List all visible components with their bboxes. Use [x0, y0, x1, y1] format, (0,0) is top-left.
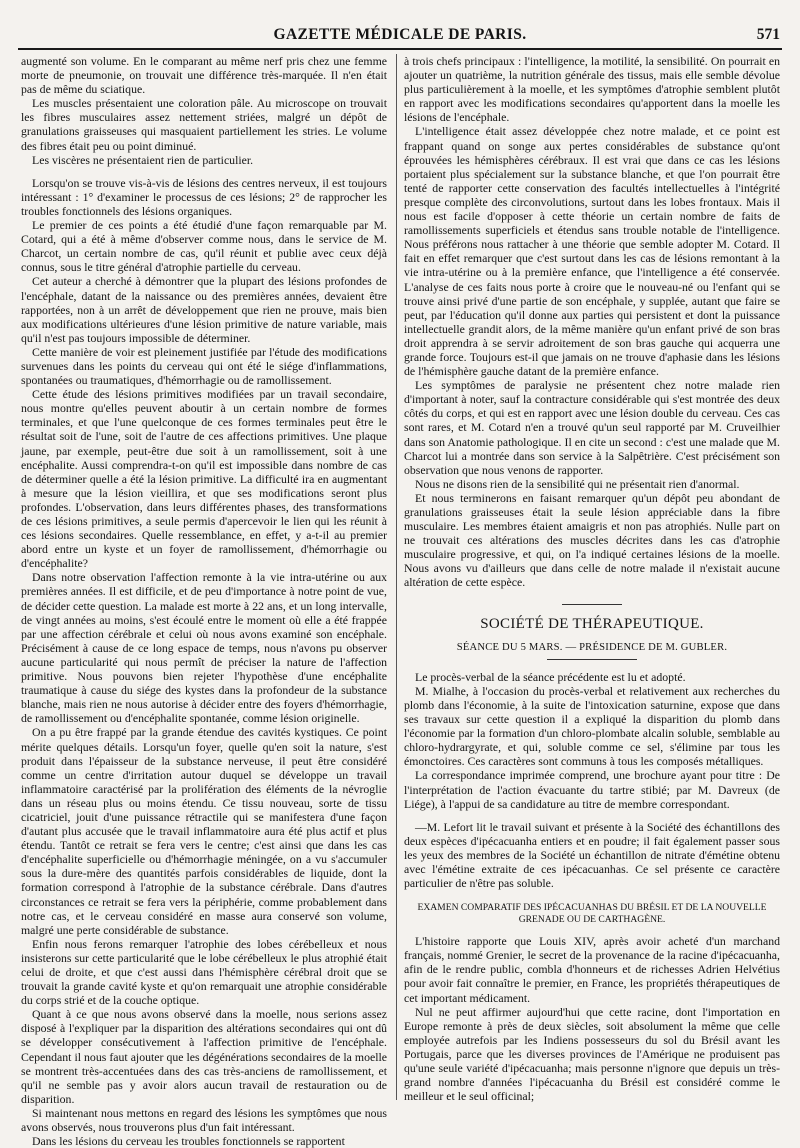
seance-heading: SÉANCE DU 5 MARS. — PRÉSIDENCE DE M. GUBLER.	[456, 641, 728, 653]
paragraph: augmenté son volume. En le comparant au même nerf pris chez une femme morte de pneumonie, on trouvait une différence très-marquée. Il n'en était pas de même du sciatique.	[21, 54, 387, 97]
paragraph: L'histoire rapporte que Louis XIV, après avoir acheté d'un marchand français, nommé Grenier, le secret de la provenance de la racine d'ipécacuanha, afin de le rendre public, combla d'honneurs et de richesses Adrien Helvétius pour avoir fait connaître le premier, en France, les propriétés thérapeutiques de cet important médicament.	[404, 934, 780, 1005]
paragraph: Les symptômes de paralysie ne présentent chez notre malade rien d'important à noter, sauf la contracture considérable qui s'est montrée des deux côtés du corps, et qui est en rapport avec une lésion double du cerveau. Ces cas sont rares, et M. Cotard n'en a trouvé qu'un seul rapporté par M. Cruveilhier dans son Anatomie pathologique. Il en cite un second : c'est une malade que M. Charcot lui a montrée dans son service à la Salpêtrière. C'est précisément son observation que nous venons de rapporter.	[404, 378, 780, 477]
paragraph: Dans les lésions du cerveau les troubles fonctionnels se rapportent	[32, 1134, 345, 1148]
column-divider	[396, 54, 397, 1100]
paragraph: Les muscles présentaient une coloration pâle. Au microscope on trouvait les fibres musculaires assez nettement striées, malgré un dépôt de granulations graisseuses qui masquaient partiellement les stries. Le volume des fibres était peu ou point diminué.	[21, 96, 387, 153]
article-heading: EXAMEN COMPARATIF DES IPÉCACUANHAS DU BRÉSIL ET DE LA NOUVELLE GRENADE OU DE CARTHAGÈNE.	[417, 902, 767, 926]
paragraph: L'intelligence était assez développée chez notre malade, et ce point est frappant quand on songe aux pertes considérables de substance qu'ont éprouvées les hémisphères cérébraux. Il est vrai que dans ce cas les lésions portaient plus spécialement sur la substance blanche, et que l'on pourrait être tenté de rapporter cette conservation des facultés intellectuelles à l'intégrité presque complète des circonvolutions, surtout dans les lobes frontaux. Mais il nous est facile d'opposer à cette théorie un certain nombre de faits de ramollissements superficiels et étendus sans trouble notable de l'intelligence. Nous préférons nous rattacher à une théorie que semble adopter M. Cotard. Il fait en effet remarquer que c'est surtout dans les cas de lésions remontant à la vie intra-utérine ou à la première enfance, que l'intelligence a été conservée. L'analyse de ces faits nous porte à croire que le nouveau-né ou l'enfant qui se trouve ainsi privé d'une partie de son encéphale, y supplée, autant que faire se peut, par l'éducation qu'il donne aux parties qui persistent et dont la puissance intellectuelle grandit alors, de la même manière qu'un enfant privé de son bras droit apprendra à se servir adroitement de son bras gauche qui acquerra une grande force. Toujours est-il que jamais on ne trouve d'aphasie dans les lésions de l'hémisphère gauche datant de la première enfance.	[404, 124, 780, 379]
page-header	[18, 22, 782, 50]
paragraph: Enfin nous ferons remarquer l'atrophie des lobes cérébelleux et nous insisterons sur cette particularité que le lobe cérébelleux le plus atrophié était celui de droite, et que c'est aussi dans l'hémisphère cérébral droit que se trouvait la grande cavité kyste et qu'on remarquait une atrophie considérable du corps strié et de la couche optique.	[21, 936, 387, 1008]
paragraph: Le procès-verbal de la séance précédente est lu et adopté.	[415, 669, 686, 684]
paragraph: —M. Lefort lit le travail suivant et présente à la Société des échantillons des deux espèces d'ipécacuanha entiers et en poudre; il fait également passer sous les yeux des membres de la Société un échantillon de nitrate d'émétine obtenu avec l'émétine extraite de ces ipécacuanhas. Ce sel présente ce caractère particulier de n'être pas soluble.	[404, 819, 780, 891]
paragraph: Cette manière de voir est pleinement justifiée par l'étude des modifications survenues dans les points du cerveau qui ont été le siége d'inflammations, spontanées ou traumatiques, d'hémorrhagie ou de ramollissement.	[21, 344, 387, 388]
paragraph: On a pu être frappé par la grande étendue des cavités kystiques. Ce point mérite quelques détails. Lorsqu'un foyer, quelle qu'en soit la nature, s'est produit dans l'épaisseur de la substance nerveuse, il peut être considéré comme un centre d'irritation autour duquel se développe un travail inflammatoire caractérisé par la prolifération des éléments de la névroglie dans un réseau plus ou moins étendu. Ce tissu nouveau, sorte de tissu cicatriciel, jouit d'une puissance rétractile qui se manifestera d'une façon d'autant plus accusée que le travail inflammatoire aura été plus actif et plus étendu. Tantôt ce retrait se fera vers le centre; c'est ainsi que dans les cas d'encéphalite superficielle ou d'hémorrhagie méningée, on a vu s'accumuler sous la dure-mère des quantités parfois considérables de liquide, dont la formation correspond à l'atrophie de la substance cérébrale. Dans d'autres circonstances ce retrait se fera vers la périphérie, comme probablement dans notre cas, et le cerveau considéré en masse aura conservé son volume, malgré une perte considérable de substance.	[21, 725, 387, 937]
section-divider	[562, 604, 622, 605]
right-column	[404, 54, 780, 1104]
paragraph: Et nous terminerons en faisant remarquer qu'un dépôt peu abondant de granulations graisseuses était la seule lésion appréciable dans la fibre musculaire. Les membres étaient amaigris et non pas atrophiés. Nulle part on ne trouvait ces altérations des muscles décrites dans les cas d'atrophie musculaire progressive, et qui, on l'a indiqué certaines lésions de la moelle. Nous avons vu d'ailleurs que dans celle de notre malade il n'existait aucune altération de cette espèce.	[404, 490, 780, 590]
paragraph: Lorsqu'on se trouve vis-à-vis de lésions des centres nerveux, il est toujours intéressant : 1° d'examiner le processus de ces lésions; 2° de rapprocher les troubles fonctionnels des lésions organiques.	[21, 175, 387, 218]
seance-divider	[547, 659, 637, 660]
paragraph: Le premier de ces points a été étudié d'une façon remarquable par M. Cotard, qui a été à même d'observer comme nous, dans le service de M. Charcot, un certain nombre de cas, qu'il réunit et publie avec ceux déjà connus, sous le titre général d'atrophie partielle du cerveau.	[21, 218, 387, 275]
left-column	[21, 54, 387, 1148]
paragraph: Quant à ce que nous avons observé dans la moelle, nous serions assez disposé à l'expliquer par la disparition des altérations secondaires qui ont dû se développer consécutivement à l'affection primitive de l'encéphale. Cependant il nous faut ajouter que les dégénérations secondaires de la moelle se montrent très-accentuées dans des cas très-anciens de ramollissement, et qu'il ne semble pas y avoir alors aucun travail de restauration ou de disparition.	[21, 1007, 387, 1106]
page-number: 571	[756, 26, 780, 43]
paragraph: Les viscères ne présentaient rien de particulier.	[32, 152, 254, 167]
paragraph: Cet auteur a cherché à démontrer que la plupart des lésions profondes de l'encéphale, datant de la naissance ou des premières années, devaient être rapportées, non à un arrêt de développement que rien ne prouve, mais bien aux modifications ultérieures d'une lésion primitive de nature variable, mais qu'il n'est pas toujours impossible de déterminer.	[21, 274, 387, 345]
paragraph: Dans notre observation l'affection remonte à la vie intra-utérine ou aux premières années. Il est difficile, et de peu d'importance à notre point de vue, de décider cette question. La malade est morte à 22 ans, et un long intervalle, de vingt années au moins, s'est écoulé entre le moment où elle a été frappée par une affection cérébrale et celui où nous avons examiné son encéphale. Précisément à cause de ce long espace de temps, nous n'avons pu observer aucune particularité qui nous permît de préciser la nature de l'affection primitive. Nous pouvons bien rejeter l'hypothèse d'une encéphalite traumatique à cause du siége des kystes dans la profondeur de la substance blanche, mais rien ne nous autorise à décider entre des foyers d'hémorrhagie, de ramollissement ou d'encéphalite spontanée, comme lésion originelle.	[21, 570, 387, 726]
paragraph: La correspondance imprimée comprend, une brochure ayant pour titre : De l'interprétation de l'action évacuante du tartre stibié; par M. Davreux (de Liége), à l'appui de sa candidature au titre de membre correspondant.	[404, 768, 780, 811]
paragraph: Nul ne peut affirmer aujourd'hui que cette racine, dont l'importation en Europe remonte à près de deux siècles, soit absolument la même que celle employée autrefois par les Indiens possesseurs du sol du Brésil avant les Portugais, parce que les diverses provinces de l'Amérique ne produisent pas qu'une seule variété d'ipécacuanha; mais personne n'ignore que depuis un très-grand nombre d'années l'ipécacuanha du Brésil est considéré comme le meilleur et le seul officinal;	[404, 1004, 780, 1104]
paragraph: à trois chefs principaux : l'intelligence, la motilité, la sensibilité. On pourrait en ajouter un quatrième, la nutrition générale des tissus, mais elle semble dévolue plus particulièrement à la moelle, et les symptômes d'atrophie semblent plutôt en rapport avec les modifications secondaires qu'apportent dans la moelle les lésions de l'encéphale.	[404, 54, 780, 125]
paragraph: Nous ne disons rien de la sensibilité qui ne présentait rien d'anormal.	[415, 476, 740, 491]
paragraph: M. Mialhe, à l'occasion du procès-verbal et relativement aux recherches du plomb dans l'économie, à la suite de l'intoxication saturnine, expose que dans ses travaux sur cette question il a expliqué la disparition du plomb dans l'économie par la formation d'un chloro-plombate alcalin soluble, semblable au chloro-hydrargyrate, et qui, soluble comme ce sel, s'élimine par tous les émonctoires. Ces caractères sont communs à tous les composés métalliques.	[404, 683, 780, 769]
section-title: SOCIÉTÉ DE THÉRAPEUTIQUE.	[480, 615, 704, 632]
journal-title: GAZETTE MÉDICALE DE PARIS.	[273, 26, 527, 43]
paragraph: Si maintenant nous mettons en regard des lésions les symptômes que nous avons observés, nous trouverons plus d'un fait intéressant.	[21, 1105, 387, 1135]
paragraph: Cette étude des lésions primitives modifiées par un travail secondaire, nous montre qu'elles peuvent aboutir à un certain nombre de formes terminales, et que l'une quelconque de ces formes terminales peut être le résultat soit de l'une, soit de l'autre de ces affections primitives. Une plaque jaune, par exemple, peut-être due soit à un ramollissement, soit à une encéphalite. Aussi comprendra-t-on qu'il est impossible dans nombre de cas de déterminer quelle a été la lésion primitive. La difficulté ira en augmentant à mesure que la lésion vieillira, et que ses modifications seront plus profondes. L'observation, dans leurs différentes phases, des transformations de ces lésions primitives, a seule permis d'apercevoir le lien qui les réunit à ces lésions secondaires. Quelle ressemblance, en effet, y a-t-il au premier abord entre un kyste et un foyer de ramollissement, d'hémorrhagie ou d'encéphalite?	[21, 387, 387, 571]
